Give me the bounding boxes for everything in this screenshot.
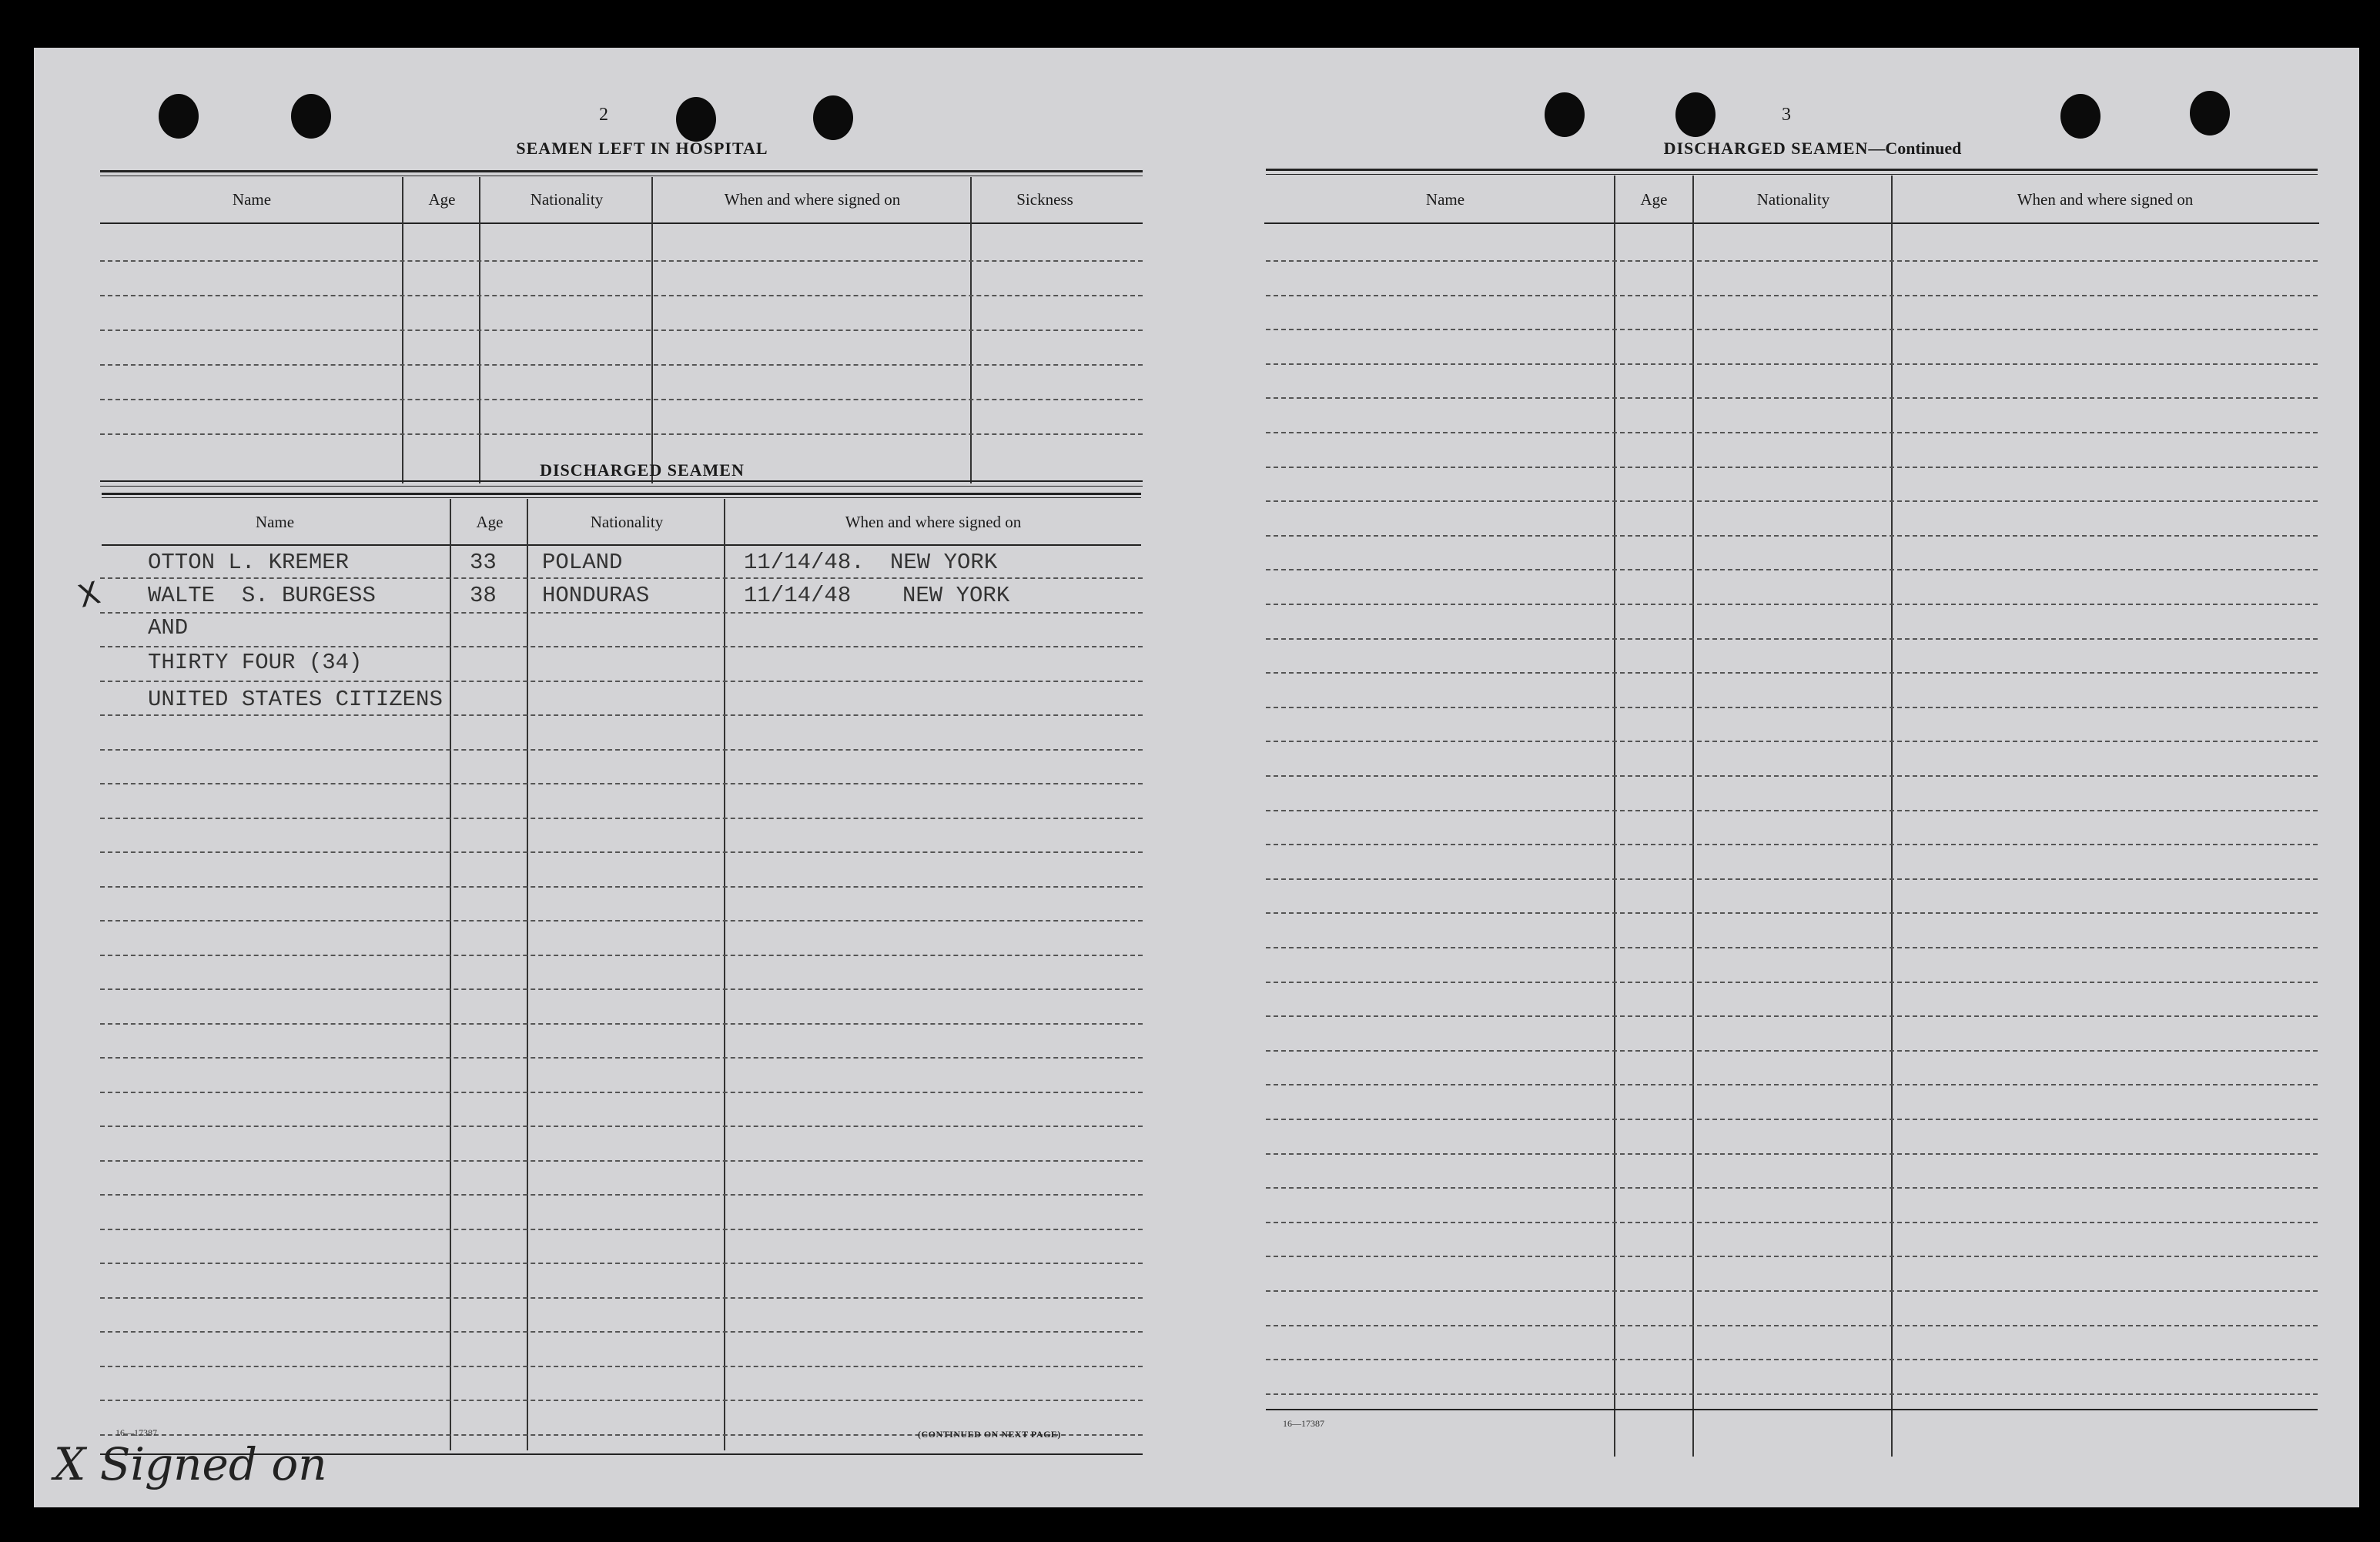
row-1-age: 33 — [470, 550, 497, 575]
left-form-number: 16—17387 — [115, 1427, 157, 1438]
ruled-line — [1266, 604, 2318, 605]
discharged-col-age: Age — [476, 513, 504, 531]
discharged-col-signed-on: When and where signed on — [845, 513, 1022, 531]
row-1-place: NEW YORK — [890, 550, 998, 575]
ruled-line — [1266, 1084, 2318, 1085]
ruled-line — [100, 1229, 1143, 1230]
ruled-line — [1266, 1290, 2318, 1292]
ruled-line — [1266, 397, 2318, 399]
discharged-col-name: Name — [255, 513, 295, 531]
ruled-line — [100, 1366, 1143, 1367]
handwritten-signed-on: X Signed on — [54, 1438, 327, 1490]
ruled-line — [100, 1160, 1143, 1162]
ruled-line — [100, 886, 1143, 888]
ruled-line — [1266, 1050, 2318, 1052]
row-2-date: 11/14/48 — [744, 583, 852, 608]
right-col-signed-on: When and where signed on — [2017, 190, 2194, 209]
hospital-col-nationality: Nationality — [530, 190, 604, 209]
ruled-line — [100, 646, 1143, 647]
ruled-line — [100, 681, 1143, 682]
row-5-name: UNITED STATES CITIZENS — [148, 687, 443, 712]
hospital-col-name: Name — [232, 190, 272, 209]
ruled-line — [100, 955, 1143, 956]
ruled-line — [100, 1400, 1143, 1401]
punch-hole-4 — [813, 95, 853, 140]
ruled-line — [1266, 1393, 2318, 1395]
ruled-line — [1266, 775, 2318, 777]
row-2-place: NEW YORK — [902, 583, 1010, 608]
ruled-line — [1266, 432, 2318, 433]
ruled-line — [1266, 878, 2318, 880]
ruled-line — [1266, 260, 2318, 262]
ruled-line — [100, 783, 1143, 784]
right-title-text: DISCHARGED SEAMEN — [1663, 139, 1869, 158]
ruled-line — [1266, 638, 2318, 640]
document-sheet — [34, 48, 2359, 1507]
ruled-line — [1266, 1119, 2318, 1120]
row-2-age: 38 — [470, 583, 497, 608]
row-3-name: AND — [148, 615, 189, 641]
ruled-line — [100, 714, 1143, 716]
ruled-line — [1266, 329, 2318, 330]
right-section-title — [1566, 139, 2059, 159]
ruled-line — [1266, 844, 2318, 845]
ruled-line — [1266, 1325, 2318, 1326]
ruled-line — [1266, 1359, 2318, 1360]
ruled-line — [100, 577, 1143, 579]
ruled-line — [1266, 982, 2318, 983]
ruled-line — [1266, 1187, 2318, 1189]
ruled-line — [100, 1194, 1143, 1196]
hospital-col-sickness: Sickness — [1016, 190, 1073, 209]
ruled-line — [1266, 1015, 2318, 1017]
punch-hole-3 — [676, 97, 716, 142]
hospital-section-title: SEAMEN LEFT IN HOSPITAL — [516, 139, 768, 158]
row-1-nationality: POLAND — [542, 550, 623, 575]
ruled-line — [100, 1092, 1143, 1093]
ruled-line — [100, 988, 1143, 990]
ruled-line — [1266, 912, 2318, 914]
continued-note: (CONTINUED ON NEXT PAGE) — [918, 1429, 1061, 1440]
ruled-line — [1266, 947, 2318, 948]
ruled-line — [1266, 535, 2318, 537]
ruled-line — [100, 1126, 1143, 1127]
ruled-line — [100, 851, 1143, 853]
ruled-line — [1266, 295, 2318, 296]
ruled-line — [1266, 500, 2318, 502]
right-page-number: 3 — [1782, 105, 1791, 125]
row-1-date: 11/14/48. — [744, 550, 865, 575]
ruled-line — [1266, 672, 2318, 674]
right-col-nationality: Nationality — [1756, 190, 1830, 209]
ruled-line — [1266, 467, 2318, 468]
punch-hole-6 — [1675, 92, 1716, 137]
punch-hole-2 — [291, 94, 331, 139]
row-1-name: OTTON L. KREMER — [148, 550, 350, 575]
ruled-line — [100, 749, 1143, 751]
ruled-line — [100, 612, 1143, 614]
ruled-line — [100, 1297, 1143, 1299]
right-col-age: Age — [1640, 190, 1668, 209]
left-page-number: 2 — [599, 105, 608, 125]
punch-hole-7 — [2060, 94, 2100, 139]
ruled-line — [100, 920, 1143, 922]
ruled-line — [1266, 569, 2318, 570]
ruled-line — [100, 818, 1143, 819]
ruled-line — [1266, 363, 2318, 365]
punch-hole-5 — [1545, 92, 1585, 137]
hospital-col-signed-on: When and where signed on — [724, 190, 901, 209]
ruled-line — [100, 1057, 1143, 1059]
right-form-number: 16—17387 — [1283, 1418, 1324, 1429]
margin-x-mark: X — [74, 575, 104, 615]
ruled-line — [1266, 707, 2318, 708]
ruled-line — [100, 1023, 1143, 1025]
row-2-nationality: HONDURAS — [542, 583, 650, 608]
hospital-col-age: Age — [428, 190, 456, 209]
right-title-suffix: —Continued — [1868, 139, 1962, 158]
punch-hole-1 — [159, 94, 199, 139]
ruled-line — [1266, 1222, 2318, 1223]
row-4-name: THIRTY FOUR (34) — [148, 650, 363, 675]
ruled-line — [100, 1331, 1143, 1333]
ruled-line — [1266, 1153, 2318, 1155]
ruled-line — [1266, 741, 2318, 742]
discharged-section-title: DISCHARGED SEAMEN — [540, 460, 745, 480]
row-2-name: WALTE S. BURGESS — [148, 583, 376, 608]
right-col-name: Name — [1425, 190, 1465, 209]
punch-hole-8 — [2190, 91, 2230, 135]
discharged-col-nationality: Nationality — [590, 513, 664, 531]
ruled-line — [1266, 810, 2318, 811]
ruled-line — [100, 1263, 1143, 1264]
ruled-line — [1266, 1256, 2318, 1257]
